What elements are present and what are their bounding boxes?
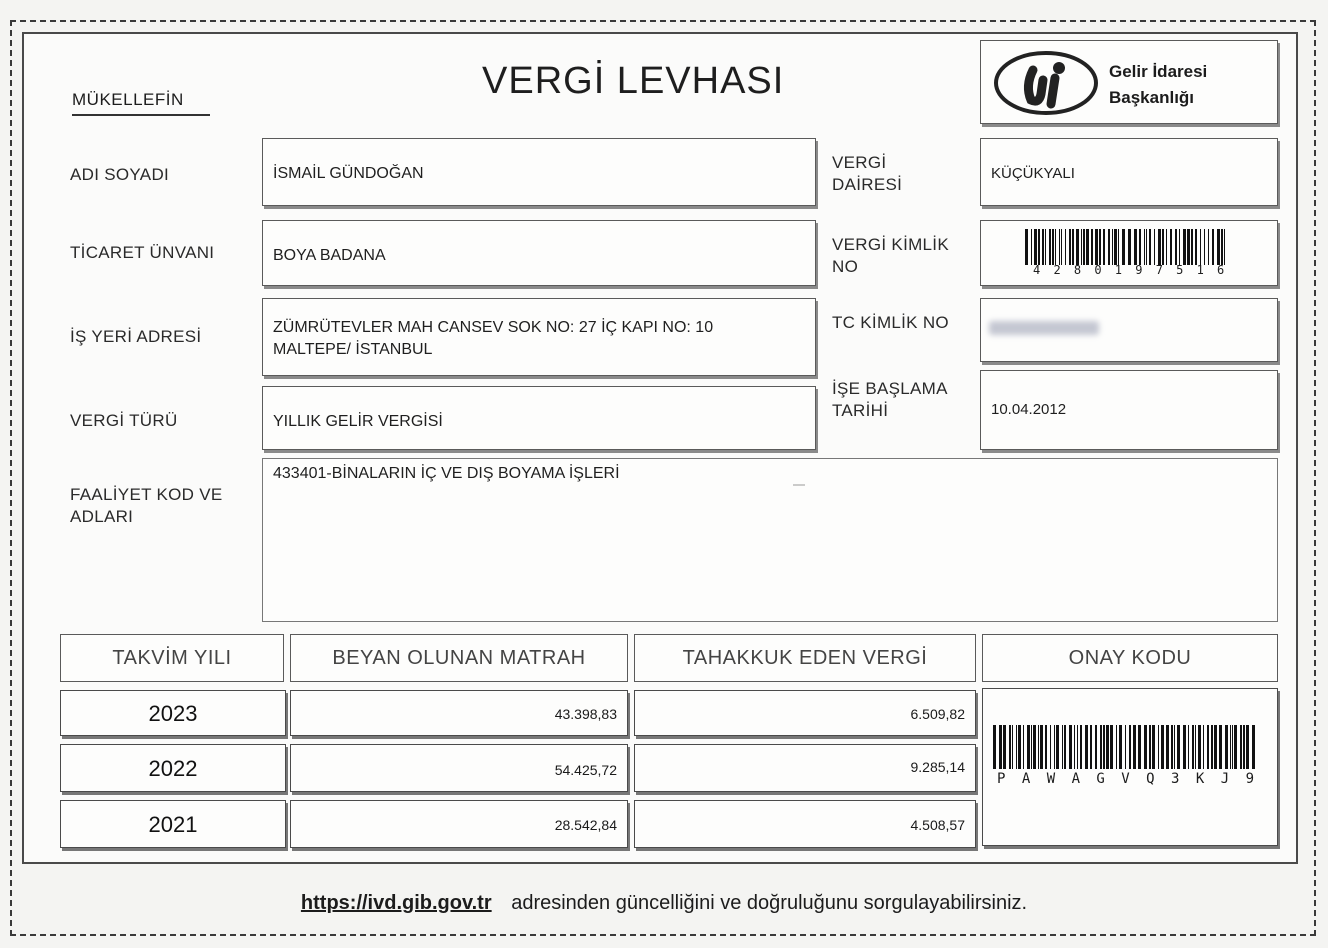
barcode-bar: [1203, 725, 1204, 769]
barcode-bar: [1062, 725, 1063, 769]
barcode-bar: [1031, 725, 1032, 769]
barcode-bar: [1177, 725, 1180, 769]
gib-logo-text: [1109, 59, 1207, 111]
barcode-bar: [1195, 229, 1197, 265]
table-row-vergi: 4.508,57: [634, 800, 976, 848]
label-faaliyet: [70, 484, 223, 528]
vergi-kimlik-value: 4 2 8 0 1 9 7 5 1 6: [1033, 263, 1228, 277]
label-vergi-kimlik-line-2: NO: [832, 257, 859, 276]
barcode-bar: [1161, 725, 1164, 769]
barcode-bar: [1154, 229, 1155, 265]
table-row-matrah: 28.542,84: [290, 800, 628, 848]
barcode-bar: [1052, 229, 1054, 265]
barcode-bar: [1146, 229, 1147, 265]
barcode-bar: [1212, 229, 1214, 265]
table-row-matrah: 43.398,83: [290, 690, 628, 736]
barcode-bar: [1054, 725, 1055, 769]
barcode-bar: [1144, 725, 1147, 769]
barcode-bar: [1095, 725, 1097, 769]
faaliyet-field: [262, 458, 1278, 622]
gib-logo-icon: [991, 48, 1101, 118]
header-takvim-yili: TAKVİM YILI: [60, 634, 284, 682]
table-row-vergi: 9.285,14: [634, 744, 976, 792]
barcode-bar: [1106, 725, 1109, 769]
barcode-bar: [1149, 229, 1151, 265]
barcode-bar: [1207, 725, 1209, 769]
barcode-bar: [1224, 229, 1225, 265]
label-ise-baslama: [832, 378, 948, 422]
barcode-bar: [1138, 725, 1141, 769]
is-yeri-adresi-line-1: ZÜMRÜTEVLER MAH CANSEV SOK NO: 27 İÇ KAPI NO: 10: [273, 319, 714, 336]
barcode-bar: [1118, 229, 1119, 265]
scan-specks: [543, 479, 843, 539]
barcode-bar: [1152, 725, 1155, 769]
barcode-bar: [1219, 725, 1222, 769]
barcode-bar: [1162, 229, 1164, 265]
barcode-bar: [1108, 229, 1110, 265]
barcode-bar: [1100, 725, 1102, 769]
tc-kimlik-field: [980, 298, 1278, 362]
barcode-bar: [1204, 229, 1205, 265]
barcode-bar: [1025, 229, 1028, 265]
barcode-bar: [1187, 229, 1190, 265]
barcode-bar: [1192, 725, 1194, 769]
barcode-bar: [1158, 229, 1161, 265]
label-ise-baslama-line-2: TARİHİ: [832, 401, 889, 420]
footer: [0, 892, 1328, 915]
table-row-year: 2022: [60, 744, 286, 792]
table-row-year: 2021: [60, 800, 286, 848]
barcode-bar: [1240, 725, 1242, 769]
barcode-bar: [1038, 229, 1040, 265]
barcode-bar: [1208, 229, 1209, 265]
label-vergi-turu: VERGİ TÜRÜ: [70, 411, 178, 430]
barcode-bar: [1059, 229, 1060, 265]
barcode-bar: [1243, 725, 1245, 769]
barcode-bar: [1081, 229, 1082, 265]
barcode-bar: [1074, 725, 1075, 769]
header-onay-kodu: ONAY KODU: [982, 634, 1278, 682]
barcode-bar: [1040, 725, 1043, 769]
barcode-bar: [1080, 725, 1082, 769]
barcode-bar: [1183, 229, 1186, 265]
label-faaliyet-line-2: ADLARI: [70, 507, 134, 526]
barcode-bar: [1134, 229, 1137, 265]
vergi-turu-value: YILLIK GELİR VERGİSİ: [273, 413, 443, 430]
ticaret-unvani-value: BOYA BADANA: [273, 247, 386, 264]
verify-link[interactable]: https://ivd.gib.gov.tr: [300, 892, 492, 914]
barcode-bar: [1091, 229, 1093, 265]
logo-line-2: Başkanlığı: [1109, 88, 1195, 107]
barcode-bar: [1086, 229, 1089, 265]
barcode-bar: [1188, 725, 1189, 769]
table-row-vergi: 6.509,82: [634, 690, 976, 736]
label-ise-baslama-line-1: İŞE BAŞLAMA: [832, 379, 948, 398]
barcode-bar: [1217, 229, 1220, 265]
vkn-barcode: [1025, 229, 1235, 265]
barcode-bar: [1103, 229, 1105, 265]
barcode-bar: [1103, 725, 1105, 769]
barcode-bar: [1225, 725, 1228, 769]
barcode-bar: [1085, 725, 1088, 769]
barcode-bar: [993, 725, 996, 769]
barcode-bar: [1112, 229, 1113, 265]
barcode-bar: [1016, 725, 1017, 769]
faaliyet-value: 433401-BİNALARIN İÇ VE DIŞ BOYAMA İŞLERİ: [273, 465, 620, 482]
barcode-bar: [1232, 725, 1233, 769]
barcode-bar: [1252, 725, 1255, 769]
barcode-bar: [1027, 725, 1030, 769]
barcode-bar: [1009, 725, 1011, 769]
barcode-bar: [1003, 725, 1006, 769]
barcode-bar: [1114, 229, 1117, 265]
barcode-bar: [1179, 229, 1180, 265]
barcode-bar: [1031, 229, 1032, 265]
barcode-bar: [1246, 725, 1249, 769]
barcode-bar: [1174, 725, 1175, 769]
adi-soyadi-value: İSMAİL GÜNDOĞAN: [273, 165, 424, 182]
barcode-bar: [1149, 725, 1151, 769]
barcode-bar: [1050, 725, 1051, 769]
barcode-bar: [1110, 725, 1113, 769]
label-vergi-kimlik-line-1: VERGİ KİMLİK: [832, 235, 949, 254]
barcode-bar: [1211, 725, 1213, 769]
barcode-bar: [1129, 725, 1131, 769]
barcode-bar: [1099, 229, 1101, 265]
ticaret-unvani-field: [262, 220, 816, 286]
barcode-bar: [1198, 725, 1201, 769]
barcode-bar: [1090, 725, 1092, 769]
vergi-dairesi-value: KÜÇÜKYALI: [991, 165, 1075, 182]
table-row-matrah: 54.425,72: [290, 744, 628, 792]
barcode-bar: [1171, 725, 1173, 769]
barcode-bar: [1076, 229, 1079, 265]
barcode-bar: [1069, 229, 1071, 265]
onay-kodu-cell: [982, 688, 1278, 846]
barcode-bar: [1042, 229, 1044, 265]
label-vergi-dairesi: [832, 152, 902, 196]
footer-text: adresinden güncelliğini ve doğruluğunu sorgulayabilirsiniz.: [511, 892, 1028, 914]
barcode-bar: [1065, 229, 1066, 265]
barcode-bar: [1133, 725, 1136, 769]
label-tc-kimlik-no: TC KİMLİK NO: [832, 313, 949, 332]
barcode-bar: [1214, 725, 1217, 769]
barcode-bar: [1055, 229, 1056, 265]
barcode-bar: [1038, 725, 1039, 769]
label-ticaret-unvani: TİCARET ÜNVANI: [70, 243, 215, 262]
header-tahakkuk-vergi: TAHAKKUK EDEN VERGİ: [634, 634, 976, 682]
label-vergi-dairesi-line-1: VERGİ: [832, 153, 887, 172]
barcode-bar: [1045, 229, 1046, 265]
label-adi-soyadi: ADI SOYADI: [70, 165, 170, 184]
label-vergi-kimlik-no: [832, 234, 949, 278]
barcode-bar: [1049, 229, 1051, 265]
barcode-bar: [1018, 725, 1021, 769]
barcode-bar: [1175, 229, 1177, 265]
header-beyan-matrah: BEYAN OLUNAN MATRAH: [290, 634, 628, 682]
barcode-bar: [1139, 229, 1141, 265]
page-title: VERGİ LEVHASI: [482, 60, 785, 102]
barcode-bar: [1061, 229, 1062, 265]
vergi-kimlik-field: [980, 220, 1278, 286]
barcode-bar: [1166, 725, 1169, 769]
mukellef-heading: MÜKELLEFİN: [72, 90, 210, 116]
barcode-bar: [1191, 229, 1193, 265]
onay-kodu-value: P A W A G V Q 3 K J 9: [997, 771, 1259, 787]
barcode-bar: [999, 725, 1002, 769]
logo-line-1: Gelir İdaresi: [1109, 62, 1208, 81]
ise-baslama-value: 10.04.2012: [991, 401, 1067, 418]
ise-baslama-field: [980, 370, 1278, 450]
vergi-turu-field: [262, 386, 816, 450]
barcode-bar: [1195, 725, 1196, 769]
tc-kimlik-redacted: [989, 321, 1099, 335]
barcode-bar: [1200, 229, 1201, 265]
barcode-bar: [1144, 229, 1145, 265]
barcode-bar: [1095, 229, 1098, 265]
barcode-bar: [1122, 229, 1125, 265]
vergi-dairesi-field: [980, 138, 1278, 206]
barcode-bar: [1170, 229, 1172, 265]
onay-barcode: [993, 725, 1263, 769]
barcode-bar: [1056, 725, 1059, 769]
barcode-bar: [1221, 229, 1223, 265]
is-yeri-adresi-field: [262, 298, 816, 376]
barcode-bar: [1119, 725, 1122, 769]
barcode-bar: [1234, 725, 1237, 769]
barcode-bar: [1033, 725, 1036, 769]
barcode-bar: [1072, 229, 1074, 265]
gib-logo-box: [980, 40, 1278, 124]
label-is-yeri-adresi: İŞ YERİ ADRESİ: [70, 327, 202, 346]
table-row-year: 2023: [60, 690, 286, 736]
label-faaliyet-line-1: FAALİYET KOD VE: [70, 485, 223, 504]
barcode-bar: [1034, 229, 1037, 265]
barcode-bar: [1158, 725, 1159, 769]
is-yeri-adresi-line-2: MALTEPE/ İSTANBUL: [273, 341, 433, 358]
label-vergi-dairesi-line-2: DAİRESİ: [832, 175, 903, 194]
barcode-bar: [1116, 725, 1117, 769]
barcode-bar: [1125, 725, 1126, 769]
barcode-bar: [1183, 725, 1186, 769]
barcode-bar: [1069, 725, 1072, 769]
barcode-bar: [1023, 725, 1024, 769]
barcode-bar: [1230, 725, 1231, 769]
barcode-bar: [1045, 725, 1047, 769]
barcode-bar: [1083, 229, 1085, 265]
barcode-bar: [1012, 725, 1013, 769]
adi-soyadi-field: [262, 138, 816, 206]
barcode-bar: [1077, 725, 1078, 769]
barcode-bar: [1128, 229, 1131, 265]
barcode-bar: [1166, 229, 1167, 265]
barcode-bar: [1064, 725, 1066, 769]
